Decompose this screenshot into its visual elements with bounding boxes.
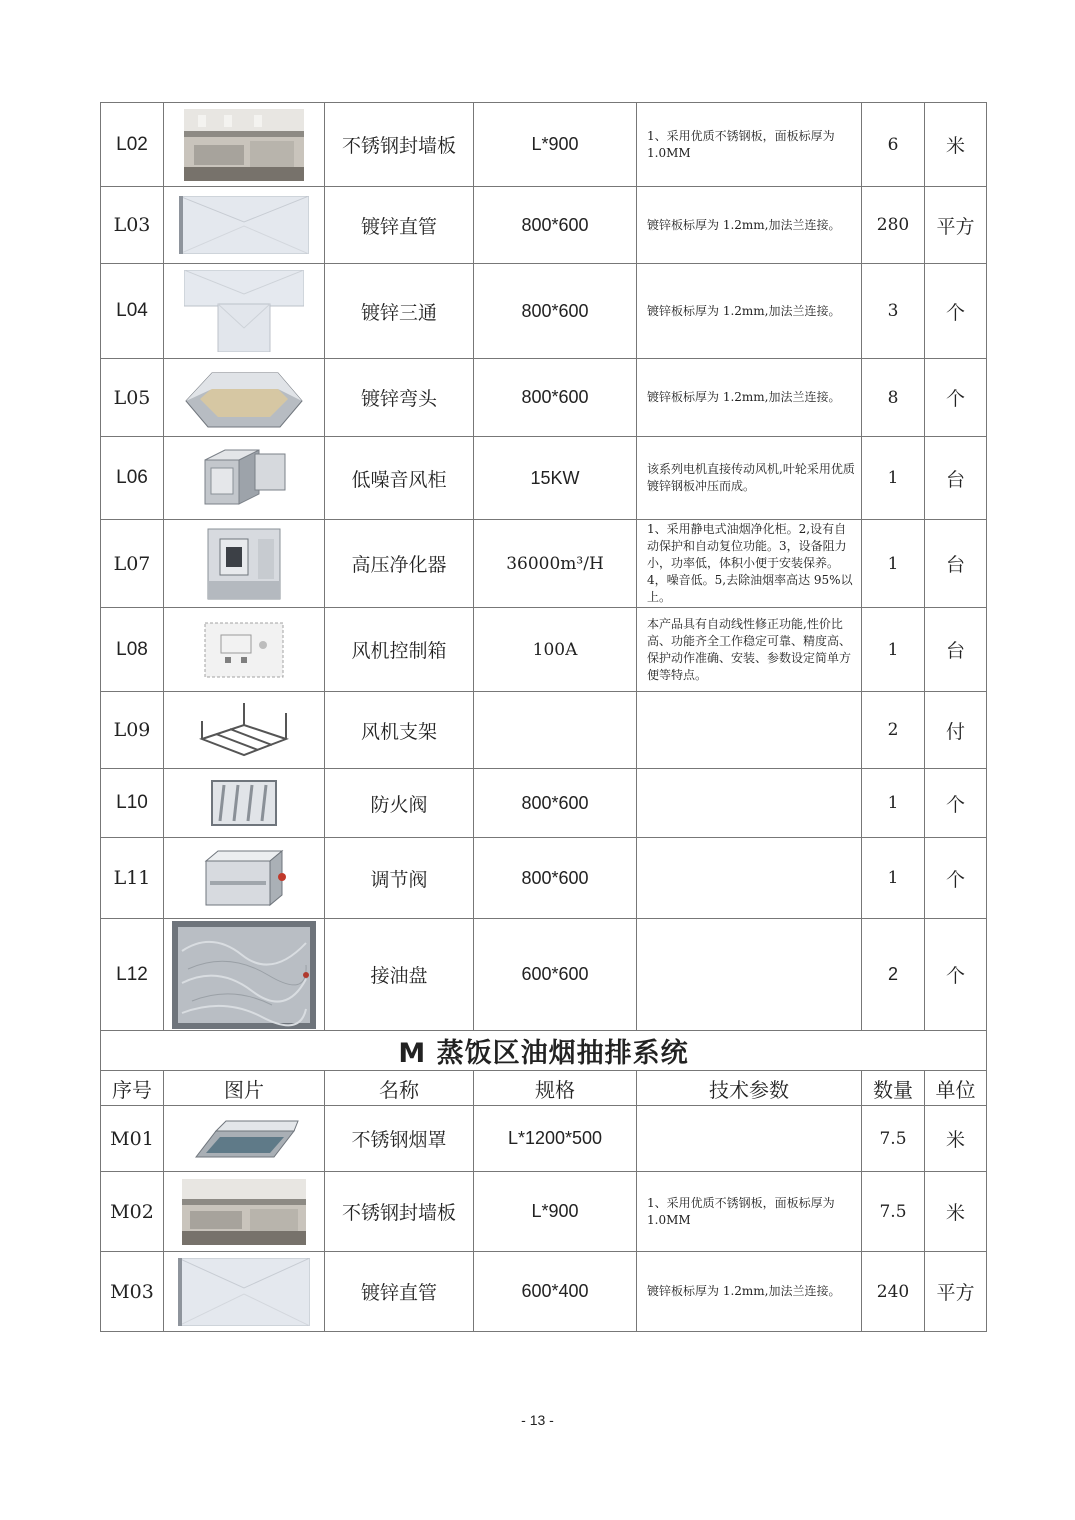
- item-qty: 1: [862, 608, 925, 692]
- item-name: 镀锌弯头: [325, 359, 474, 437]
- equipment-table: [100, 102, 987, 1332]
- item-unit: 台: [925, 437, 987, 520]
- item-unit: 台: [925, 520, 987, 608]
- kitchen-photo-icon: [164, 1172, 325, 1252]
- fire-damper-icon: [164, 769, 325, 838]
- item-tech: [637, 1106, 862, 1172]
- item-qty: 1: [862, 769, 925, 838]
- row-number: L03: [101, 187, 164, 264]
- row-number: L04: [101, 264, 164, 359]
- header-qty: 数量: [862, 1071, 925, 1106]
- oil-tray-icon: [164, 919, 325, 1031]
- item-qty: 3: [862, 264, 925, 359]
- row-number: M02: [101, 1172, 164, 1252]
- item-tech: 1、采用优质不锈钢板，面板标厚为 1.0MM: [637, 103, 862, 187]
- table-row: [101, 187, 987, 264]
- table-row: [101, 520, 987, 608]
- header-spec: 规格: [474, 1071, 637, 1106]
- kitchen-photo-icon: [164, 103, 325, 187]
- item-name: 不锈钢烟罩: [325, 1106, 474, 1172]
- item-tech: 镀锌板标厚为 1.2mm,加法兰连接。: [637, 359, 862, 437]
- fan-bracket-icon: [164, 692, 325, 769]
- item-name: 不锈钢封墙板: [325, 103, 474, 187]
- item-spec: [474, 692, 637, 769]
- item-name: 接油盘: [325, 919, 474, 1031]
- item-qty: 2: [862, 919, 925, 1031]
- item-qty: 280: [862, 187, 925, 264]
- item-tech: 本产品具有自动线性修正功能,性价比高、功能齐全工作稳定可靠、精度高、保护动作准确、安装、参数设定简单方便等特点。: [637, 608, 862, 692]
- item-qty: 1: [862, 520, 925, 608]
- item-tech: [637, 692, 862, 769]
- item-name: 防火阀: [325, 769, 474, 838]
- item-qty: 2: [862, 692, 925, 769]
- row-number: L07: [101, 520, 164, 608]
- item-unit: 个: [925, 838, 987, 919]
- item-spec: 15KW: [474, 437, 637, 520]
- item-name: 不锈钢封墙板: [325, 1172, 474, 1252]
- duct-straight-icon: [164, 1252, 325, 1332]
- header-name: 名称: [325, 1071, 474, 1106]
- item-spec: 800*600: [474, 359, 637, 437]
- item-name: 镀锌直管: [325, 1252, 474, 1332]
- header-img: 图片: [164, 1071, 325, 1106]
- item-name: 风机支架: [325, 692, 474, 769]
- header-tech: 技术参数: [637, 1071, 862, 1106]
- row-number: L10: [101, 769, 164, 838]
- item-name: 高压净化器: [325, 520, 474, 608]
- item-qty: 240: [862, 1252, 925, 1332]
- item-spec: 800*600: [474, 264, 637, 359]
- table-row: [101, 1172, 987, 1252]
- item-qty: 1: [862, 437, 925, 520]
- item-name: 风机控制箱: [325, 608, 474, 692]
- duct-tee-icon: [164, 264, 325, 359]
- regulating-valve-icon: [164, 838, 325, 919]
- item-tech: 1、采用静电式油烟净化柜。2,设有自动保护和自动复位功能。3，设备阻力小，功率低，体积小便于安装保养。4，噪音低。5,去除油烟率高达 95%以上。: [637, 520, 862, 608]
- item-unit: 个: [925, 264, 987, 359]
- item-unit: 平方: [925, 1252, 987, 1332]
- control-box-icon: [164, 608, 325, 692]
- item-tech: 镀锌板标厚为 1.2mm,加法兰连接。: [637, 264, 862, 359]
- table-row: [101, 359, 987, 437]
- fan-cabinet-icon: [164, 437, 325, 520]
- table-row: [101, 608, 987, 692]
- row-number: L05: [101, 359, 164, 437]
- item-tech: 1、采用优质不锈钢板，面板标厚为 1.0MM: [637, 1172, 862, 1252]
- header-no: 序号: [101, 1071, 164, 1106]
- item-name: 镀锌三通: [325, 264, 474, 359]
- table-row: [101, 1106, 987, 1172]
- item-spec: 600*400: [474, 1252, 637, 1332]
- item-tech: [637, 769, 862, 838]
- item-qty: 8: [862, 359, 925, 437]
- row-number: L09: [101, 692, 164, 769]
- row-number: L02: [101, 103, 164, 187]
- item-tech: [637, 919, 862, 1031]
- item-spec: 800*600: [474, 838, 637, 919]
- item-unit: 付: [925, 692, 987, 769]
- item-tech: [637, 838, 862, 919]
- item-unit: 个: [925, 919, 987, 1031]
- item-spec: 800*600: [474, 187, 637, 264]
- item-qty: 1: [862, 838, 925, 919]
- item-unit: 平方: [925, 187, 987, 264]
- item-unit: 个: [925, 359, 987, 437]
- item-spec: L*1200*500: [474, 1106, 637, 1172]
- item-spec: L*900: [474, 1172, 637, 1252]
- header-row: [101, 1071, 987, 1106]
- item-tech: 该系列电机直接传动风机,叶轮采用优质镀锌钢板冲压而成。: [637, 437, 862, 520]
- item-unit: 米: [925, 1172, 987, 1252]
- table-row: [101, 1252, 987, 1332]
- item-tech: 镀锌板标厚为 1.2mm,加法兰连接。: [637, 187, 862, 264]
- item-name: 调节阀: [325, 838, 474, 919]
- range-hood-icon: [164, 1106, 325, 1172]
- page-number: - 13 -: [521, 1412, 554, 1428]
- item-spec: 36000m³/H: [474, 520, 637, 608]
- table-row: [101, 437, 987, 520]
- item-qty: 7.5: [862, 1172, 925, 1252]
- row-number: L06: [101, 437, 164, 520]
- item-name: 镀锌直管: [325, 187, 474, 264]
- table-row: [101, 919, 987, 1031]
- item-unit: 台: [925, 608, 987, 692]
- table-row: [101, 264, 987, 359]
- row-number: M03: [101, 1252, 164, 1332]
- item-spec: 600*600: [474, 919, 637, 1031]
- section-title-row: [101, 1031, 987, 1071]
- row-number: L11: [101, 838, 164, 919]
- item-name: 低噪音风柜: [325, 437, 474, 520]
- item-unit: 米: [925, 103, 987, 187]
- table-row: [101, 769, 987, 838]
- duct-straight-icon: [164, 187, 325, 264]
- row-number: L12: [101, 919, 164, 1031]
- item-spec: 100A: [474, 608, 637, 692]
- section-title: M 蒸饭区油烟抽排系统: [101, 1031, 987, 1071]
- item-spec: 800*600: [474, 769, 637, 838]
- header-unit: 单位: [925, 1071, 987, 1106]
- table-row: [101, 103, 987, 187]
- item-spec: L*900: [474, 103, 637, 187]
- item-unit: 米: [925, 1106, 987, 1172]
- item-qty: 7.5: [862, 1106, 925, 1172]
- table-row: [101, 838, 987, 919]
- purifier-icon: [164, 520, 325, 608]
- duct-elbow-icon: [164, 359, 325, 437]
- item-qty: 6: [862, 103, 925, 187]
- row-number: L08: [101, 608, 164, 692]
- item-tech: 镀锌板标厚为 1.2mm,加法兰连接。: [637, 1252, 862, 1332]
- table-row: [101, 692, 987, 769]
- item-unit: 个: [925, 769, 987, 838]
- row-number: M01: [101, 1106, 164, 1172]
